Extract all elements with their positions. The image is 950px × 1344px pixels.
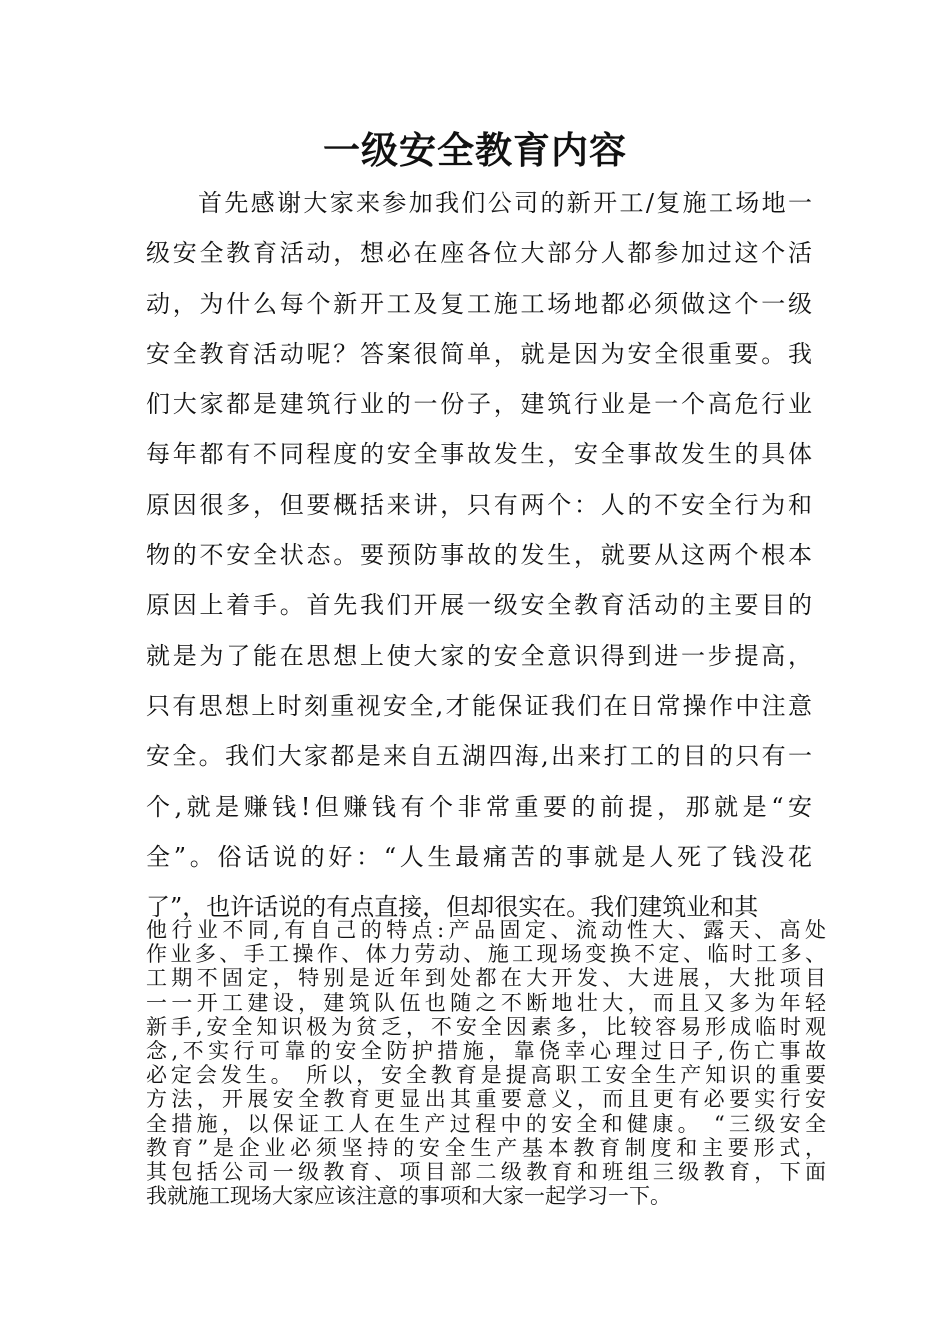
text-line: 一一开工建设，建筑队伍也随之不断地壮大，而且又多为年轻 [146, 990, 826, 1015]
text-line: 们大家都是建筑行业的一份子，建筑行业是一个高危行业 [146, 390, 812, 419]
text-line: 物的不安全状态。要预防事故的发生，就要从这两个根本 [146, 541, 812, 570]
text-line: 安全。我们大家都是来自五湖四海,出来打工的目的只有一 [146, 742, 812, 771]
text-line: 原因上着手。首先我们开展一级安全教育活动的主要目的 [146, 591, 812, 620]
text-line: 其包括公司一级教育、项目部二级教育和班组三级教育，下面 [146, 1159, 826, 1184]
text-line: 个,就是赚钱!但赚钱有个非常重要的前提，那就是“安 [146, 792, 812, 821]
document-title: 一级安全教育内容 [323, 128, 627, 172]
text-line: 首先感谢大家来参加我们公司的新开工/复施工场地一 [198, 189, 812, 217]
text-line: 念,不实行可靠的安全防护措施，靠侥幸心理过日子,伤亡事故 [146, 1038, 826, 1063]
text-line: 每年都有不同程度的安全事故发生，安全事故发生的具体 [146, 440, 812, 469]
text-line: 作业多、手工操作、体力劳动、施工现场变换不定、临时工多、 [146, 942, 826, 967]
body-paragraph-lower [146, 918, 826, 1208]
text-line: 必定会发生。 所以，安全教育是提高职工安全生产知识的重要 [146, 1063, 826, 1088]
text-line: 安全教育活动呢？答案很简单，就是因为安全很重要。我 [146, 339, 812, 368]
text-line: 工期不固定，特别是近年到处都在大开发、大进展，大批项目 [146, 966, 826, 991]
text-line: 新手,安全知识极为贫乏，不安全因素多，比较容易形成临时观 [146, 1014, 826, 1039]
text-line: 方法，开展安全教育更显出其重要意义，而且更有必要实行安 [146, 1087, 826, 1112]
text-line: 动，为什么每个新开工及复工施工场地都必须做这个一级 [146, 289, 812, 318]
body-paragraph-upper [146, 178, 812, 932]
text-line: 我就施工现场大家应该注意的事项和大家一起学习一下。 [146, 1184, 671, 1209]
text-line: 级安全教育活动，想必在座各位大部分人都参加过这个活 [146, 239, 812, 268]
text-line: 全”。俗话说的好：“人生最痛苦的事就是人死了钱没花 [146, 842, 812, 871]
text-line: 教育”是企业必须坚持的安全生产基本教育制度和主要形式， [146, 1135, 826, 1160]
text-line: 只有思想上时刻重视安全,才能保证我们在日常操作中注意 [146, 691, 812, 720]
text-line: 了”，也许话说的有点直接，但却很实在。我们建筑业和其 [146, 893, 759, 922]
text-line: 全措施，以保证工人在生产过程中的安全和健康。 “三级安全 [146, 1111, 826, 1136]
text-line: 原因很多，但要概括来讲，只有两个：人的不安全行为和 [146, 490, 812, 519]
text-line: 他行业不同,有自己的特点:产品固定、流动性大、露天、高处 [146, 918, 826, 942]
text-line: 就是为了能在思想上使大家的安全意识得到进一步提高， [146, 641, 812, 670]
